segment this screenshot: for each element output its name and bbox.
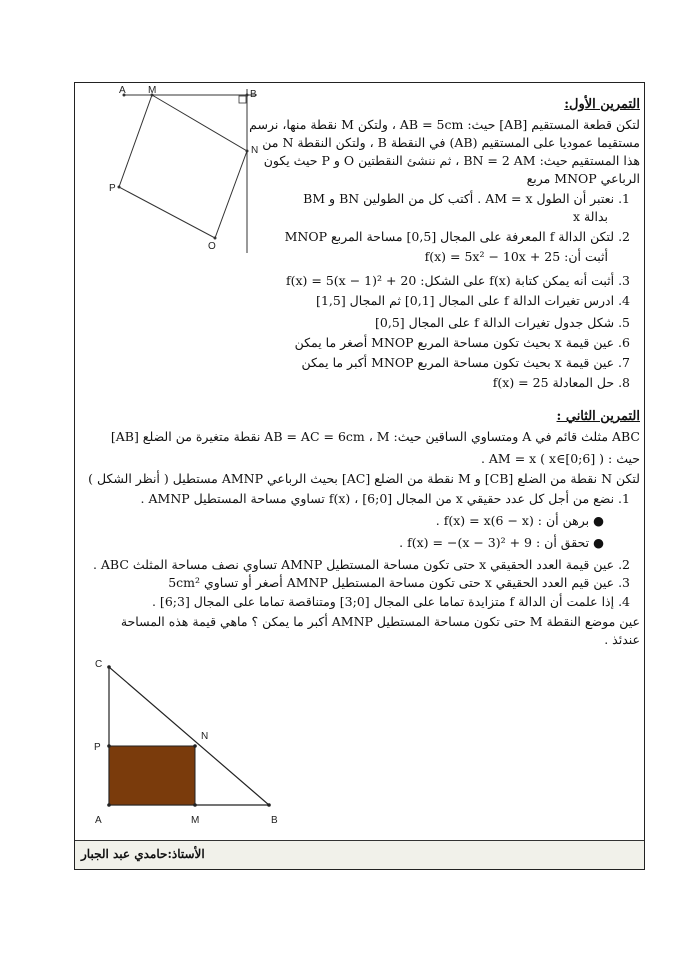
label-p2: P [94, 742, 101, 753]
label-n: N [251, 145, 259, 156]
ex2-bullet-1: ● برهن أن : f(x) = x(6 − x) . [435, 513, 604, 528]
ex1-question-3: 3. أثبت أنه يمكن كتابة f(x) على الشكل: f(x) = 5(x − 1)² + 20 [286, 273, 630, 288]
ex2-question-2: 2. عين قيمة العدد الحقيقي x حتى تكون مساحة المستطيل AMNP تساوي نصف مساحة المثلث ABC . [92, 557, 630, 572]
ex1-question-7: 7. عين قيمة x بحيث تكون مساحة المربع MNOP أكبر ما يمكن [301, 355, 630, 370]
label-n2: N [201, 731, 209, 742]
ex2-intro-1: ABC مثلث قائم في A ومتساوي الساقين حيث: AB = AC = 6cm ، M نقطة متغيرة من الضلع [AB] [110, 429, 640, 444]
label-m2: M [191, 815, 200, 826]
ex2-question-4b: عين موضع النقطة M حتى تكون مساحة المستطيل AMNP أكبر ما يمكن ؟ ماهي قيمة هذه المساحة [120, 614, 640, 629]
ex1-question-6: 6. عين قيمة x بحيث تكون مساحة المربع MNOP أصغر ما يمكن [294, 335, 630, 350]
ex1-question-4: 4. ادرس تغيرات الدالة f على المجال [0,1] ثم المجال [1,5] [316, 293, 630, 308]
exercise1-title: التمرين الأول: [564, 97, 640, 112]
label-a: A [119, 85, 126, 96]
teacher-name: الأستاذ:حامدي عبد الجبار [81, 847, 205, 861]
ex1-intro-2: مستقيما عموديا على المستقيم (AB) في النقطة B ، ولتكن النقطة N من [262, 135, 640, 150]
ex1-question-1b: بدالة x [572, 209, 608, 224]
label-o: O [208, 241, 216, 252]
ex2-question-4c: عندئذ . [604, 632, 640, 647]
ex1-question-2b: أثبت أن: f(x) = 5x² − 10x + 25 [424, 249, 608, 264]
label-c: C [95, 659, 103, 670]
ex1-intro-1: لتكن قطعة المستقيم [AB] حيث: AB = 5cm ، ولتكن M نقطة منها، نرسم [249, 117, 640, 132]
exercise2-title: التمرين الثاني : [556, 409, 640, 424]
ex1-question-5: 5. شكل جدول تغيرات الدالة f على المجال [0,5] [375, 315, 630, 330]
ex2-bullet-2: ● تحقق أن : f(x) = −(x − 3)² + 9 . [399, 535, 604, 550]
ex2-intro-2: حيث : AM = x ( x∈[0;6] ) . [480, 451, 640, 466]
label-p: P [109, 183, 116, 194]
triangle-figure [89, 655, 289, 833]
footer-bar [75, 840, 644, 869]
label-b: B [250, 89, 257, 100]
label-b2: B [271, 815, 278, 826]
ex1-intro-3: هذا المستقيم حيث: BN = 2 AM ، ثم ننشئ النقطتين O و P حيث يكون [263, 153, 640, 168]
worksheet-frame [74, 82, 645, 870]
square-figure [89, 85, 269, 253]
ex1-intro-4: الرباعي MNOP مربع [526, 171, 640, 186]
label-a2: A [95, 815, 102, 826]
rectangle-amnp [109, 746, 195, 805]
ex1-question-8: 8. حل المعادلة f(x) = 25 [492, 375, 630, 390]
label-m: M [148, 85, 157, 96]
ex2-question-4: 4. إذا علمت أن الدالة f متزايدة تماما على المجال [0;3] ومتناقصة تماما على المجال [3;6] . [151, 594, 630, 609]
ex2-question-3: 3. عين قيم العدد الحقيقي x حتى تكون مساحة المستطيل AMNP أصغر أو تساوي 5cm² [168, 575, 630, 590]
ex2-question-1: 1. نضع من أجل كل عدد حقيقي x من المجال [0;6] ، f(x) تساوي مساحة المستطيل AMNP . [140, 491, 630, 506]
ex2-intro-3: لتكن N نقطة من الضلع [CB] و M نقطة من الضلع [AC] بحيث الرباعي AMNP مستطيل ( أنظر الشكل ) [88, 471, 640, 486]
ex1-question-1: 1. نعتبر أن الطول AM = x . أكتب كل من الطولين BN و BM [303, 191, 630, 206]
ex1-question-2: 2. لتكن الدالة f المعرفة على المجال [0,5] مساحة المربع MNOP [284, 229, 630, 244]
